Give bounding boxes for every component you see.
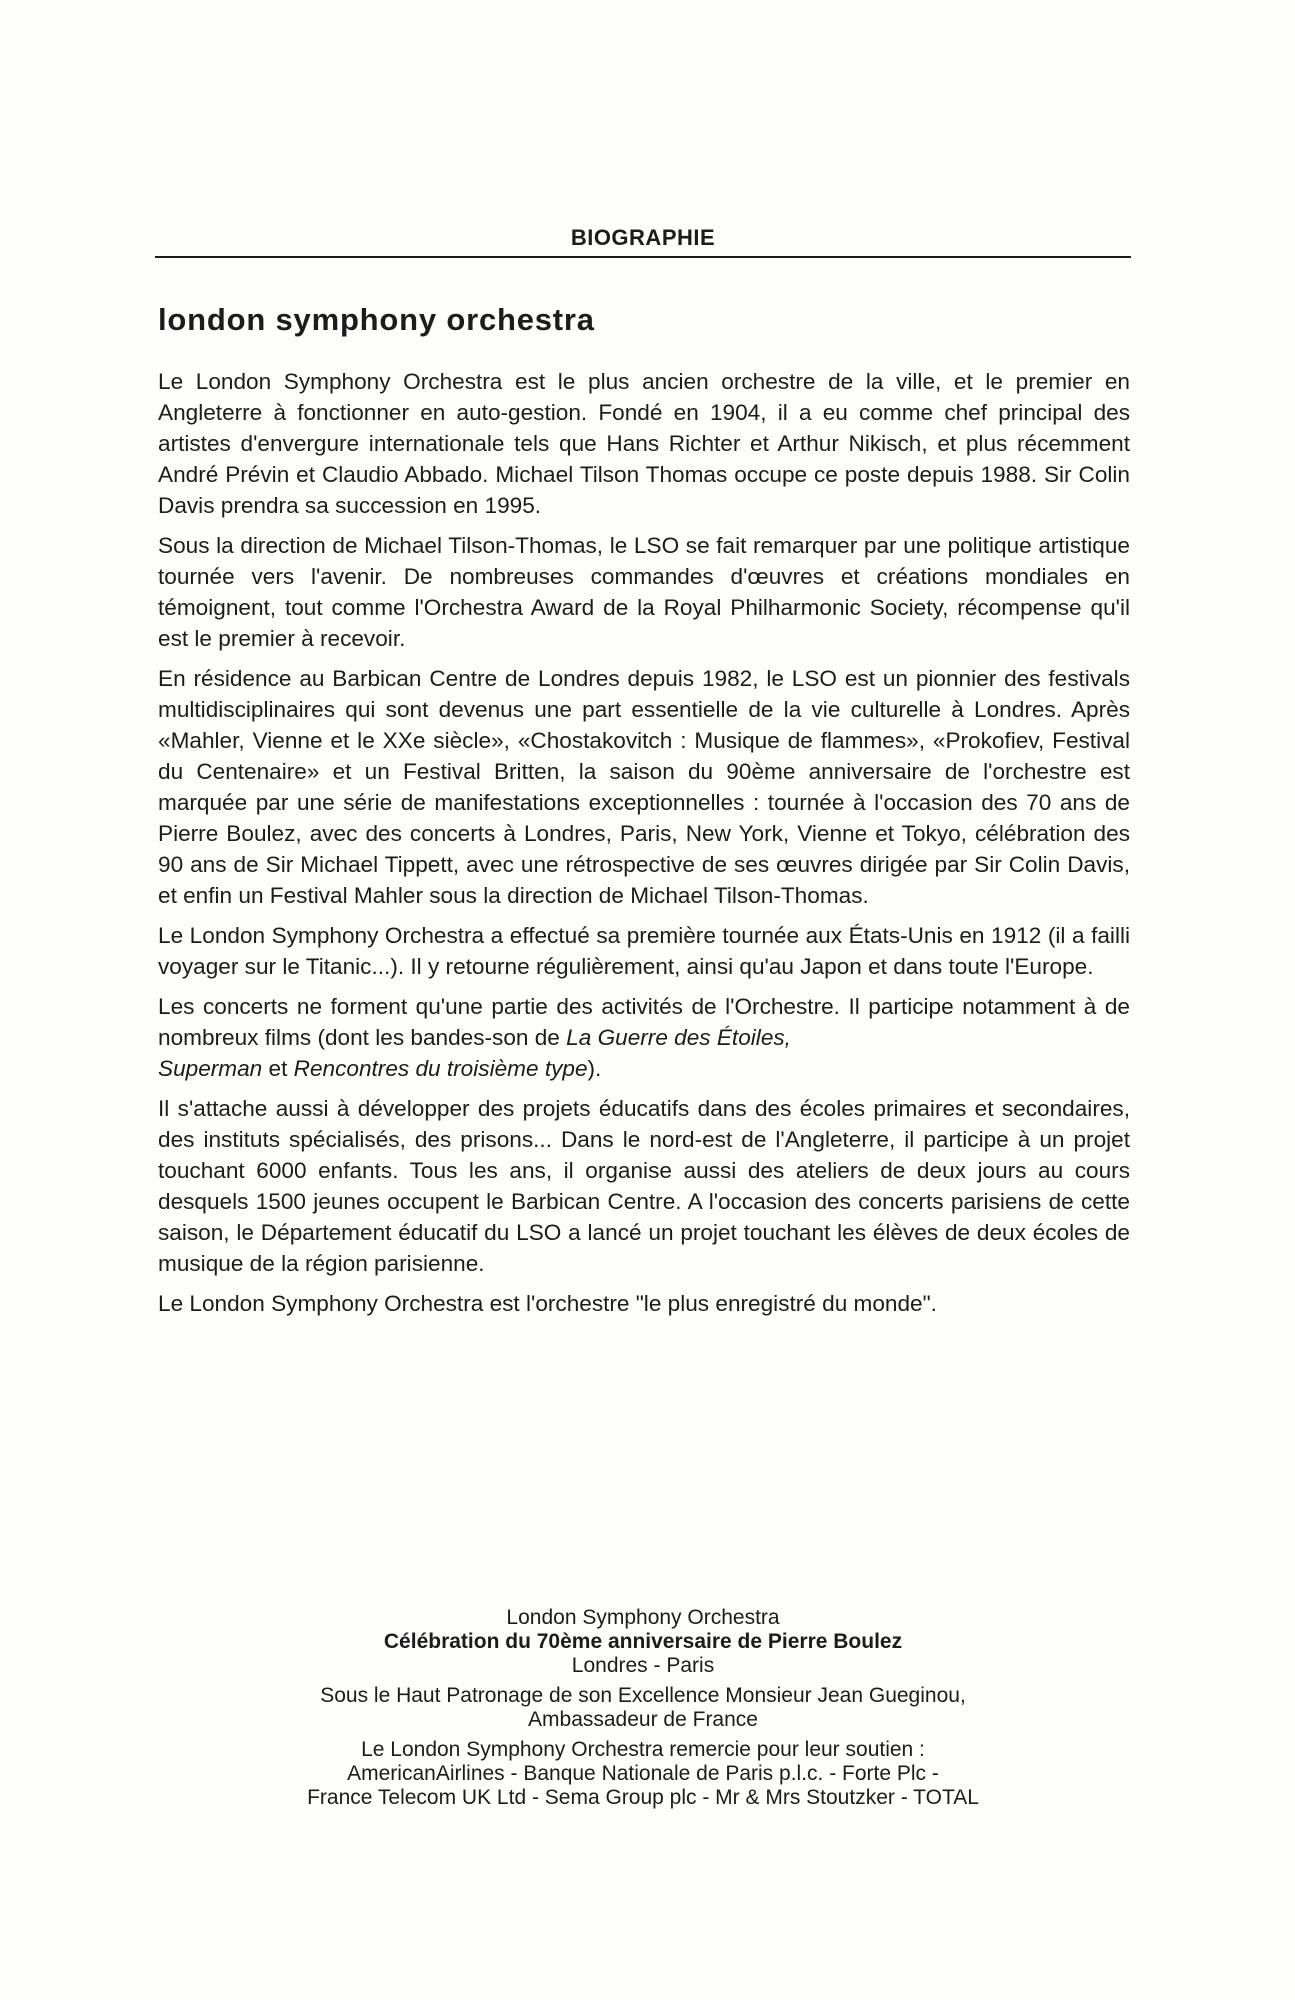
footer-patron-title: Ambassadeur de France <box>528 1708 758 1731</box>
article-body <box>158 366 1130 1328</box>
films-text-after: ). <box>587 1056 602 1081</box>
footer-event-title: Célébration du 70ème anniversaire de Pierre Boulez <box>383 1630 903 1653</box>
article-title: london symphony orchestra <box>158 302 595 337</box>
paragraph-tours: Le London Symphony Orchestra a effectué sa première tournée aux États-Unis en 1912 (il a failli voyager sur le Titanic...). Il y retourne régulièrement, ainsi qu'au Japon et dans toute l'Europe. <box>158 923 1130 979</box>
paragraph-direction: Sous la direction de Michael Tilson-Thomas, le LSO se fait remarquer par une politique artistique tournée vers l'avenir. De nombreuses commandes d'œuvres et créations mondiales en témoignent, tout comme l'Orchestra Award de la Royal Philharmonic Society, récompense qu'il est le premier à recevoir. <box>158 533 1130 651</box>
footer-orchestra-name: London Symphony Orchestra <box>506 1606 780 1629</box>
paragraph-education: Il s'attache aussi à développer des projets éducatifs dans des écoles primaires et secondaires, des instituts spécialisés, des prisons... Dans le nord-est de l'Angleterre, il participe à un projet touchant 6000 enfants. Tous les ans, il organise aussi des ateliers de deux jours au cours desquels 1500 jeunes occupent le Barbican Centre. A l'occasion des concerts parisiens de cette saison, le Département éducatif du LSO a lancé un projet touchant les élèves de deux écoles de musique de la région parisienne. <box>158 1096 1130 1276</box>
footer-credits <box>155 1606 1131 1810</box>
film-title: Superman <box>158 1056 263 1081</box>
film-title: La Guerre des Étoiles, <box>566 1025 791 1050</box>
footer-sponsors-1: AmericanAirlines - Banque Nationale de Paris p.l.c. - Forte Plc - <box>347 1762 939 1785</box>
film-title: Rencontres du troisième type <box>293 1056 588 1081</box>
footer-patronage: Sous le Haut Patronage de son Excellence Monsieur Jean Gueginou, <box>320 1684 966 1707</box>
header-rule <box>155 256 1131 258</box>
footer-cities: Londres - Paris <box>571 1654 715 1677</box>
paragraph-history: Le London Symphony Orchestra est le plus ancien orchestre de la ville, et le premier en Angleterre à fonctionner en auto-gestion. Fondé en 1904, il a eu comme chef principal des artistes d'envergure internationale tels que Hans Richter et Arthur Nikisch, et plus récemment André Prévin et Claudio Abbado. Michael Tilson Thomas occupe ce poste depuis 1988. Sir Colin Davis prendra sa succession en 1995. <box>158 369 1130 518</box>
films-text-between: et <box>262 1056 294 1081</box>
footer-thanks: Le London Symphony Orchestra remercie pour leur soutien : <box>361 1738 925 1761</box>
paragraph-residence: En résidence au Barbican Centre de Londres depuis 1982, le LSO est un pionnier des festivals multidisciplinaires qui sont devenus une part essentielle de la vie culturelle à Londres. Après «Mahler, Vienne et le XXe siècle», «Chostakovitch : Musique de flammes», «Prokofiev, Festival du Centenaire» et un Festival Britten, la saison du 90ème anniversaire de l'orchestre est marquée par une série de manifestations exceptionnelles : tournée à l'occasion des 70 ans de Pierre Boulez, avec des concerts à Londres, Paris, New York, Vienne et Tokyo, célébration des 90 ans de Sir Michael Tippett, avec une rétrospective de ses œuvres dirigée par Sir Colin Davis, et enfin un Festival Mahler sous la direction de Michael Tilson-Thomas. <box>158 666 1130 908</box>
footer-sponsors-2: France Telecom UK Ltd - Sema Group plc - Mr & Mrs Stoutzker - TOTAL <box>307 1786 979 1809</box>
paragraph-films <box>158 991 1130 1084</box>
films-text-before: Les concerts ne forment qu'une partie des activités de l'Orchestre. Il participe notamment à de nombreux films (dont les bandes-son de <box>158 994 1130 1050</box>
section-label: BIOGRAPHIE <box>570 225 716 250</box>
paragraph-recordings: Le London Symphony Orchestra est l'orchestre "le plus enregistré du monde". <box>158 1291 937 1316</box>
